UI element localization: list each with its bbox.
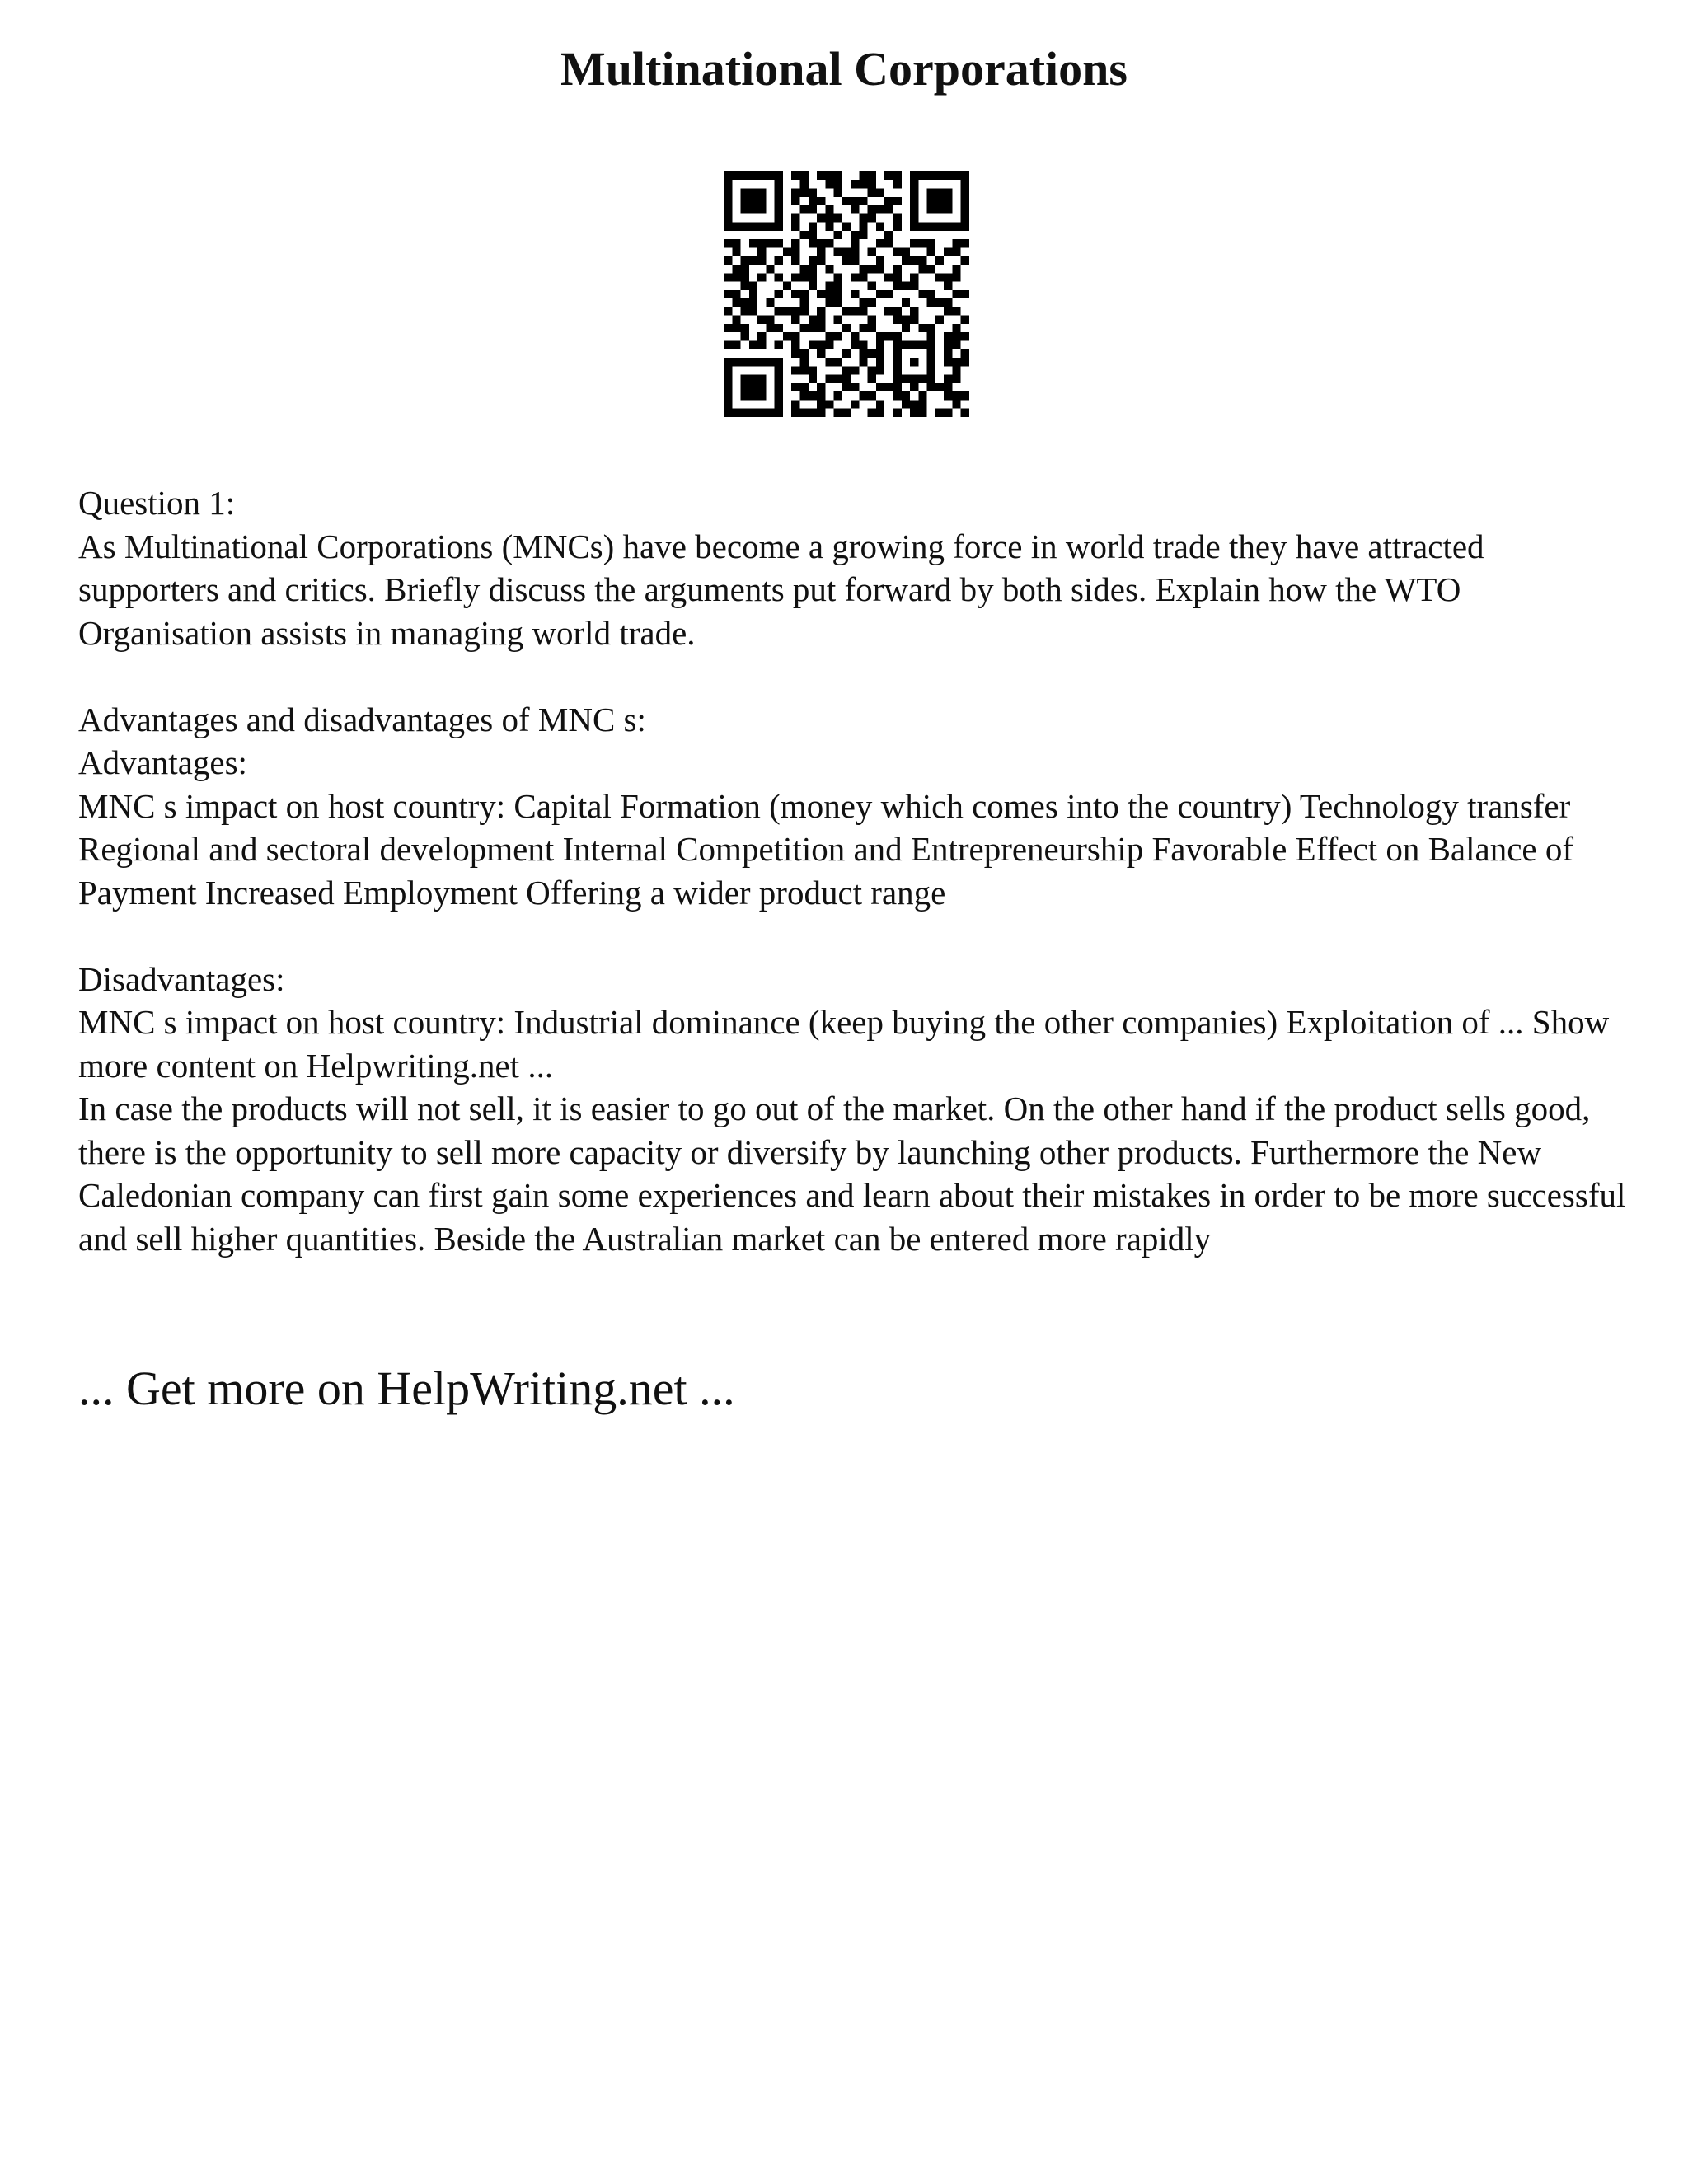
page-title: Multinational Corporations [560, 42, 1128, 96]
advantages-text: MNC s impact on host country: Capital Formation (money which comes into the country) Technology transfer Regional and sectoral development Internal Competition and Entrepreneurship Favorable Effect on Balance of Payment Increased Employment Offering a wider product range [78, 786, 1574, 912]
qr-code-icon [724, 171, 969, 417]
disadvantages-label: Disadvantages: [78, 959, 285, 998]
advantages-label: Advantages: [78, 743, 247, 781]
paragraph-gap [78, 654, 1628, 698]
document-body [78, 481, 1628, 1260]
paragraph-gap [78, 914, 1628, 958]
question-text: As Multinational Corporations (MNCs) have become a growing force in world trade they have attracted supporters and critics. Briefly discuss the arguments put forward by both sides. Explain how the WTO Organisation assists in managing world trade. [78, 527, 1484, 652]
continuation-text: In case the products will not sell, it is easier to go out of the market. On the other hand if the product sells good, there is the opportunity to sell more capacity or diversify by launching other products. Furthermore the New Caledonian company can first gain some experiences and learn about their mistakes in order to be more successful and sell higher quantities. Beside the Australian market can be entered more rapidly [78, 1090, 1626, 1258]
adv-disadv-heading: Advantages and disadvantages of MNC s: [78, 700, 646, 738]
question-label: Question 1: [78, 484, 236, 522]
disadvantages-text: MNC s impact on host country: Industrial dominance (keep buying the other companies) Exploitation of ... Show more content on Helpwriting.net ... [78, 1003, 1610, 1085]
get-more-link[interactable]: ... Get more on HelpWriting.net ... [78, 1361, 735, 1415]
